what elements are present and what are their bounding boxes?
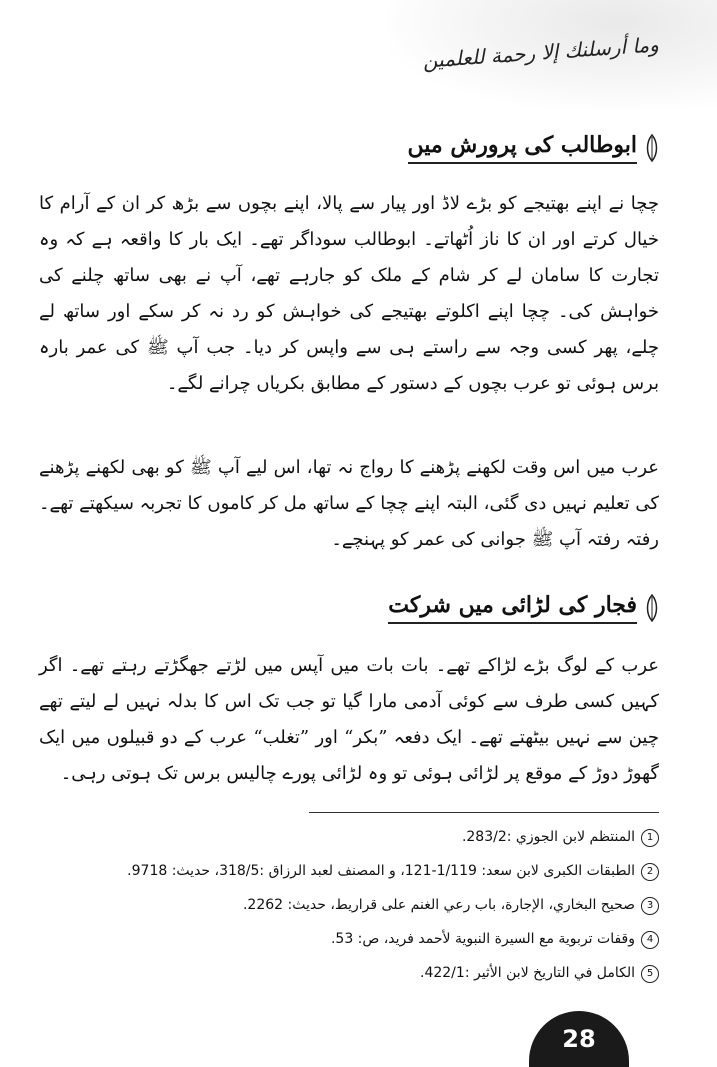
section-heading-2: [388, 588, 659, 628]
footnote-text: الطبقات الكبرى لابن سعد: 1/119-121، و المصنف لعبد الرزاق :318/5، حديث: 9718.: [127, 863, 635, 879]
footnote-item: [39, 956, 659, 990]
footnote-text: وقفات تربوية مع السيرة النبوية لأحمد فريد، ص: 53.: [330, 931, 635, 947]
footnote-divider: [309, 812, 659, 813]
leaf-ornament-icon: [645, 134, 659, 162]
footnote-number: 2: [641, 863, 659, 881]
footnotes-list: [39, 820, 659, 990]
section-2-title: فجار کی لڑائی میں شرکت: [388, 592, 637, 624]
section-heading-1: [408, 128, 659, 168]
footnote-item: [39, 922, 659, 956]
footnote-text: الكامل في التاريخ لابن الأثير :422/1.: [420, 965, 635, 981]
leaf-ornament-icon: [645, 594, 659, 622]
footnote-text: المنتظم لابن الجوزي :283/2.: [461, 829, 635, 845]
footnote-item: [39, 820, 659, 854]
section-1-paragraph-2: عرب میں اس وقت لکھنے پڑھنے کا رواج نہ تھا، اس لیے آپ ﷺ کو بھی لکھنے پڑھنے کی تعلیم نہیں دی گئی، البتہ اپنے چچا کے ساتھ مل کر کاموں کا تجربہ سیکھتے تھے۔ رفتہ رفتہ آپ ﷺ جوانی کی عمر کو پہنچے۔: [39, 457, 659, 550]
footnote-number: 4: [641, 931, 659, 949]
section-2-paragraph-1: عرب کے لوگ بڑے لڑاکے تھے۔ بات بات میں آپس میں لڑتے جھگڑتے رہتے تھے۔ اگر کہیں کسی طرف سے کوئی آدمی مارا گیا تو جب تک اس کا بدلہ نہیں لے لیتے تھے چین سے نہیں بیٹھتے تھے۔ ایک دفعہ ”بکر“ اور ”تغلب“ عرب کے دو قبیلوں میں ایک گھوڑ دوڑ کے موقع پر لڑائی ہوئی تو وہ لڑائی پورے چالیس برس تک ہوتی رہی۔: [39, 655, 659, 784]
page-number: 28: [562, 1025, 596, 1053]
footnote-number: 1: [641, 829, 659, 847]
footnote-text: صحيح البخاري، الإجارة، باب رعي الغنم على قراريط، حديث: 2262.: [242, 897, 635, 913]
footnote-item: [39, 854, 659, 888]
section-1-paragraph-1: چچا نے اپنے بھتیجے کو بڑے لاڈ اور پیار سے پالا، اپنے بچوں سے بڑھ کر ان کے آرام کا خیال کرتے اور ان کا ناز اُٹھاتے۔ ابوطالب سوداگر تھے۔ ایک بار کا واقعہ ہے کہ وہ تجارت کا سامان لے کر شام کے ملک کو جارہے تھے، آپ نے بھی ساتھ چلنے کی خواہش کی۔ چچا اپنے اکلوتے بھتیجے کی خواہش کو رد نہ کر سکے اور ساتھ لے چلے، پھر کسی وجہ سے راستے ہی سے واپس کر دیا۔ جب آپ ﷺ کی عمر بارہ برس ہوئی تو عرب بچوں کے دستور کے مطابق بکریاں چرانے لگے۔: [39, 193, 659, 394]
page-number-tab: [529, 1011, 629, 1067]
header-motto: وما أرسلنك إلا رحمة للعلمين: [421, 32, 660, 73]
footnote-number: 3: [641, 897, 659, 915]
section-1-title: ابوطالب کی پرورش میں: [408, 132, 637, 164]
footnote-number: 5: [641, 965, 659, 983]
footnote-item: [39, 888, 659, 922]
